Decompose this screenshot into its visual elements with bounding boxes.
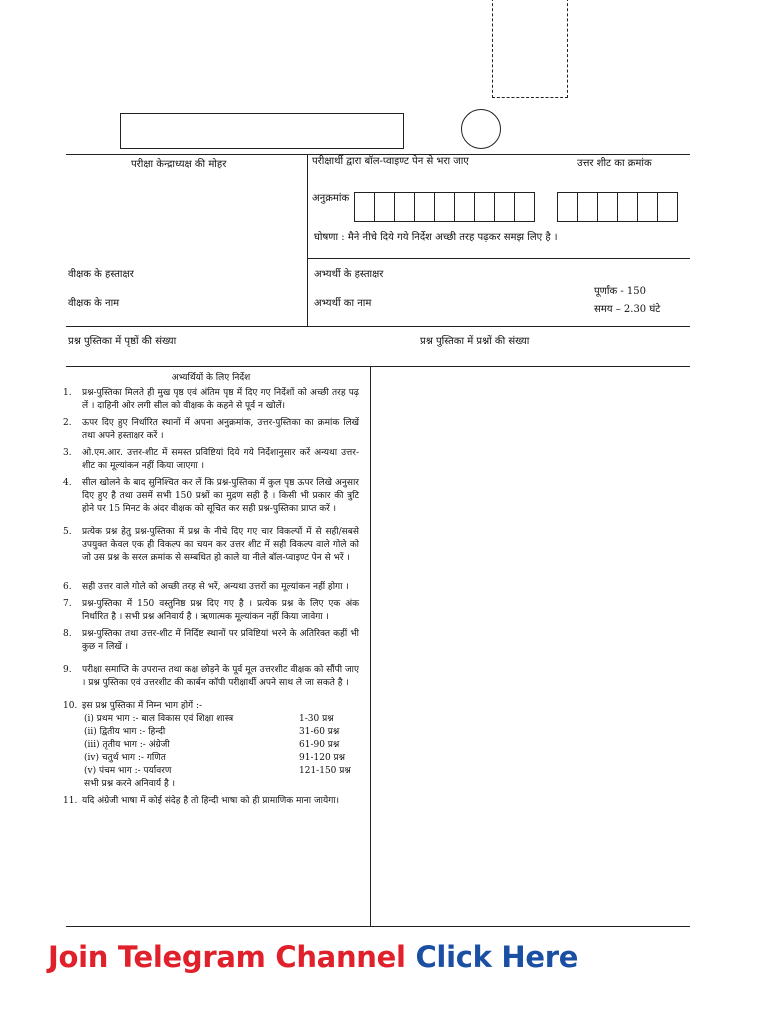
telegram-banner[interactable] bbox=[48, 940, 578, 974]
header-mid-divider bbox=[307, 154, 308, 326]
max-marks: पूर्णांक - 150 bbox=[594, 286, 647, 297]
instructions-divider bbox=[370, 366, 371, 926]
roll-number-label: अनुक्रमांक bbox=[312, 193, 350, 204]
instruction-item: 8. प्रश्न-पुस्तिका तथा उत्तर-शीट में निर्दिष्ट स्थानों पर प्रविष्टियां भरने के अतिरिक्त कहीं भी कुछ न लिखें । bbox=[63, 629, 359, 652]
part-row: (i) प्रथम भाग :- बाल विकास एवं शिक्षा शास्त्र 1-30 प्रश्न bbox=[84, 714, 334, 724]
booklet-questions-label: प्रश्न पुस्तिका में प्रश्नों की संख्या bbox=[420, 336, 530, 347]
invigilator-name-label: वीक्षक के नाम bbox=[68, 298, 120, 309]
instruction-item: 11. यदि अंग्रेजी भाषा में कोई संदेह है तो हिन्दी भाषा को ही प्रामाणिक माना जायेगा। bbox=[63, 796, 339, 806]
instruction-item: 4. सील खोलने के बाद सुनिश्चित कर लें कि प्रश्न-पुस्तिका में कुल पृष्ठ ऊपर लिखे अनुसार दिए हुए है तथा उसमें सभी 150 प्रश्नों का मुद्रण सही है । किसी भी प्रकार की त्रुटि होने पर 15 मिनट के अंदर वीक्षक को सूचित कर सही प्रश्न-पुस्तिका प्राप्त करें । bbox=[63, 478, 359, 514]
answer-sheet-number-boxes[interactable] bbox=[558, 192, 678, 222]
join-telegram-text: Join Telegram Channel bbox=[48, 940, 406, 974]
part-row: (ii) द्वितीय भाग :- हिन्दी 31-60 प्रश्न bbox=[84, 727, 340, 737]
instruction-item: 5. प्रत्येक प्रश्न हेतु प्रश्न-पुस्तिका में प्रश्न के नीचे दिए गए चार विकल्पों में से सही/सबसे उपयुक्त केवल एक ही विकल्प का चयन कर उत्तर शीट में सही विकल्प वाले गोले को जो उस प्रश्न के सरल क्रमांक से सम्बधित हो काले या नीले बॉल-प्वाइण्ट पेन से भरें । bbox=[63, 527, 359, 563]
invigilator-signature-label: वीक्षक के हस्ताक्षर bbox=[68, 269, 134, 280]
instruction-item: 1. प्रश्न-पुस्तिका मिलते ही मुख पृष्ठ एवं अंतिम पृष्ठ में दिए गए निर्देशों को अच्छी तरह पढ़ लें । दाहिनी ओर लगी सील को वीक्षक के कहने से पूर्व न खोलें। bbox=[63, 388, 359, 411]
header-bottom-rule bbox=[66, 326, 690, 327]
instructions-bottom-rule bbox=[66, 926, 690, 927]
series-circle bbox=[461, 109, 501, 149]
part-row: (v) पंचम भाग :- पर्यावरण 121-150 प्रश्न bbox=[84, 766, 351, 776]
instructions-top-rule bbox=[66, 366, 690, 367]
stamp-label: परीक्षा केन्द्राध्यक्ष की मोहर bbox=[131, 159, 227, 170]
instruction-item: 2. ऊपर दिए हुए निर्धारित स्थानों में अपना अनुक्रमांक, उत्तर-पुस्तिका का क्रमांक लिखें तथा अपने हस्ताक्षर करें । bbox=[63, 418, 359, 441]
click-here-link[interactable]: Click Here bbox=[415, 940, 579, 974]
answer-sheet-number-label: उत्तर शीट का क्रमांक bbox=[577, 158, 652, 169]
instructions-panel bbox=[63, 372, 359, 812]
part-row: (iv) चतुर्थ भाग :- गणित 91-120 प्रश्न bbox=[84, 753, 346, 763]
declaration-text: घोषणा : मैने नीचे दिये गये निर्देश अच्छी तरह पढ़कर समझ लिए है । bbox=[314, 232, 558, 243]
instruction-item: 3. ओ.एम.आर. उत्तर-शीट में समस्त प्रविष्टियां दिये गये निर्देशानुसार करें अन्यथा उत्तर-शीट का मूल्यांकन नहीं किया जाएगा । bbox=[63, 448, 359, 471]
declaration-rule bbox=[307, 258, 690, 259]
instructions-title: अभ्यर्थियों के लिए निर्देश bbox=[171, 373, 251, 383]
part-row: (iii) तृतीय भाग :- अंग्रेजी 61-90 प्रश्न bbox=[84, 740, 340, 750]
candidate-name-label: अभ्यर्थी का नाम bbox=[314, 298, 372, 309]
instruction-item: 9. परीक्षा समाप्ति के उपरान्त तथा कक्ष छोड़ने के पूर्व मूल उत्तरशीट वीक्षक को सौंपी जाए । प्रश्न पुस्तिका एवं उत्तरशीट की कार्बन कॉपी परीक्षार्थी अपने साथ ले जा सकते है । bbox=[63, 665, 359, 688]
parts-note: सभी प्रश्न करने अनिवार्य है । bbox=[84, 779, 176, 789]
candidate-signature-label: अभ्यर्थी के हस्ताक्षर bbox=[314, 269, 384, 280]
ballpen-note: परीक्षार्थी द्वारा बॉल-प्वाइण्ट पेन से भरा जाए bbox=[312, 156, 469, 167]
booklet-series-box bbox=[120, 113, 404, 149]
instruction-item: 6. सही उत्तर वाले गोले को अच्छी तरह से भरें, अन्यथा उत्तरों का मूल्यांकन नहीं होगा । bbox=[63, 582, 349, 592]
booklet-pages-label: प्रश्न पुस्तिका में पृष्ठों की संख्या bbox=[68, 336, 177, 347]
roll-number-boxes[interactable] bbox=[355, 192, 535, 222]
instruction-item-parts: 10. इस प्रश्न पुस्तिका में निम्न भाग होगें :- (i) प्रथम भाग :- बाल विकास एवं शिक्षा शास्त्र 1-30 प्रश्न (ii) द्वितीय भाग :- हिन्दी 31-60 प्रश्न (iii) तृतीय भाग :- अंग्रेजी 61-90 प्रश्न (iv) चतुर्थ भाग :- गणित 91-120 प्रश्न (v) पंचम भाग :- पर्यावरण 121-150 प्रश्न सभी प्रश्न करने अनिवार्य है । bbox=[63, 700, 359, 791]
exam-time: समय – 2.30 घंटे bbox=[594, 304, 661, 315]
instruction-item: 7. प्रश्न-पुस्तिका में 150 वस्तुनिष्ठ प्रश्न दिए गए है । प्रत्येक प्रश्न के लिए एक अंक निर्धारित है । सभी प्रश्न अनिवार्य है । ऋणात्मक मूल्यांकन नहीं किया जावेगा । bbox=[63, 599, 359, 622]
seal-area-box bbox=[492, 0, 568, 98]
